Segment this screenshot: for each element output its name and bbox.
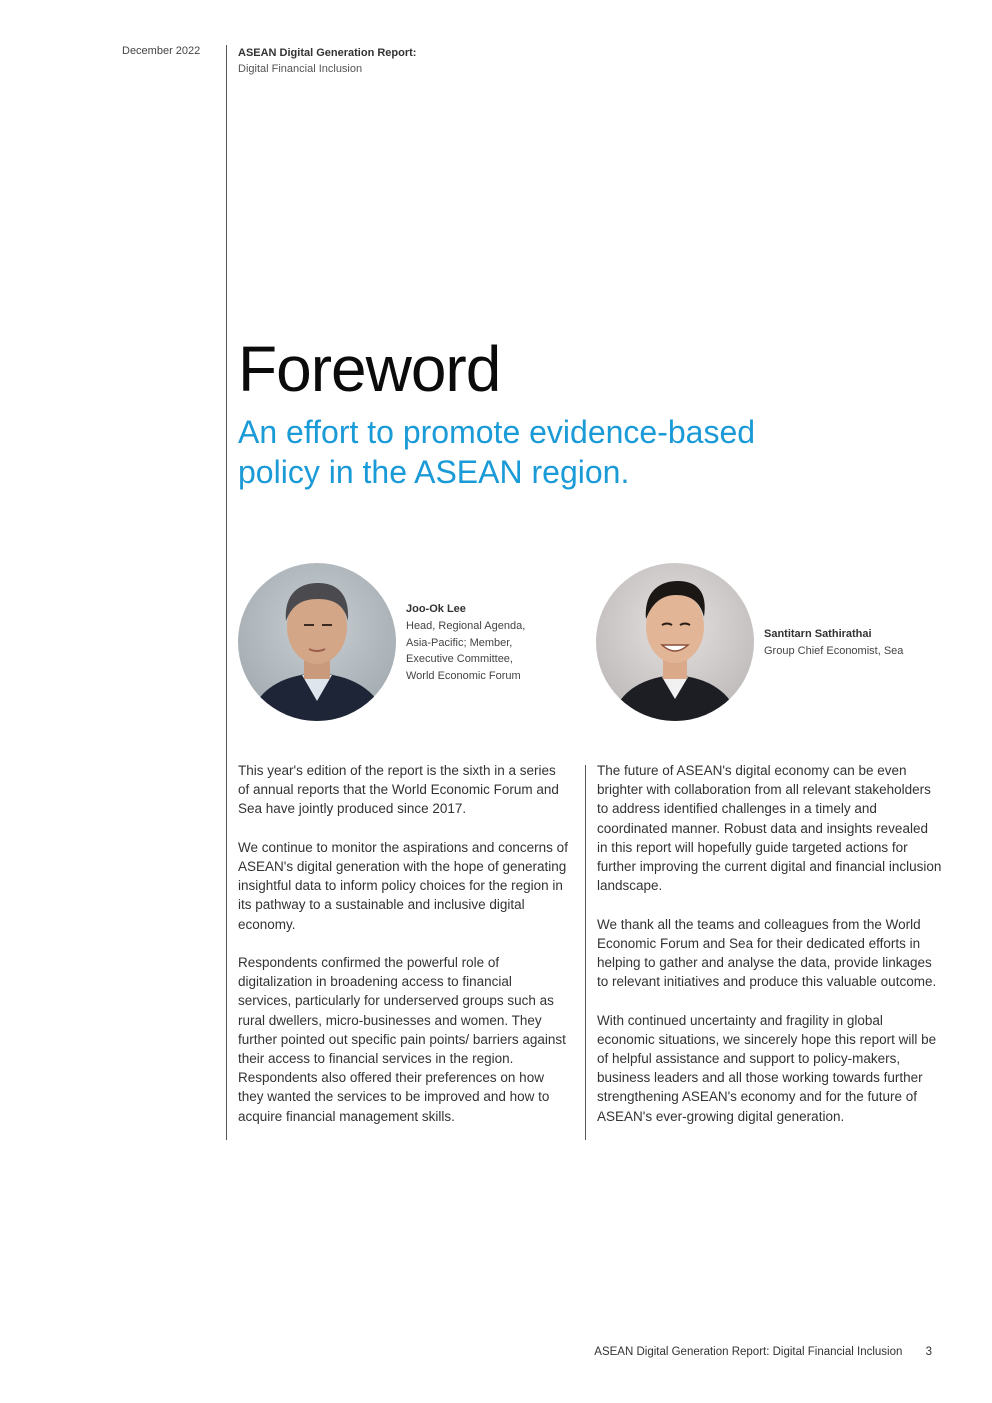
report-title: ASEAN Digital Generation Report: xyxy=(238,47,417,59)
header-report-title xyxy=(238,45,638,77)
author-role-line: Executive Committee, xyxy=(406,653,513,666)
paragraph: This year's edition of the report is the sixth in a series of annual reports that the World Economic Forum and Sea have jointly produced since 2017. xyxy=(238,763,559,817)
column-divider xyxy=(585,765,586,1140)
author-role-line: Head, Regional Agenda, xyxy=(406,619,526,632)
report-subtitle: Digital Financial Inclusion xyxy=(238,63,363,75)
author-role-line: Asia-Pacific; Member, xyxy=(406,636,513,649)
author-name: Joo-Ok Lee xyxy=(406,603,466,615)
header-date: December 2022 xyxy=(122,45,201,57)
author-photo-santitarn-sathirathai xyxy=(596,563,754,721)
author-role-line: World Economic Forum xyxy=(406,670,521,683)
paragraph: With continued uncertainty and fragility in global economic situations, we sincerely hope this report will be of helpful assistance and support to policy-makers, business leaders and all those working towards further strengthening ASEAN's economy and for the future of ASEAN's ever-growing digital generation. xyxy=(597,1012,937,1124)
author-caption-2 xyxy=(764,626,964,660)
paragraph: We continue to monitor the aspirations and concerns of ASEAN's digital generation with the hope of generating insightful data to inform policy choices for the region in its pathway to a sustainable and inclusive digital economy. xyxy=(238,839,568,932)
author-name: Santitarn Sathirathai xyxy=(764,628,872,640)
footer-report-name: ASEAN Digital Generation Report: xyxy=(594,1346,770,1358)
author-role-line: Group Chief Economist, Sea xyxy=(764,644,904,657)
author-photo-joo-ok-lee xyxy=(238,563,396,721)
page-subtitle: An effort to promote evidence-based policy in the ASEAN region. xyxy=(238,414,756,490)
paragraph: We thank all the teams and colleagues from the World Economic Forum and Sea for their dedicated efforts in helping to gather and analyse the data, provide linkages to relevant initiatives and produce this valuable outcome. xyxy=(597,916,937,990)
paragraph: Respondents confirmed the powerful role of digitalization in broadening access to financial services, particularly for underserved groups such as rural dwellers, micro-businesses and women. They further pointed out specific pain points/ barriers against their access to financial services in the region. Respondents also offered their preferences on how they wanted the services to be improved and how to acquire financial management skills. xyxy=(238,955,566,1124)
page-title: Foreword xyxy=(238,333,501,405)
author-caption-1 xyxy=(406,601,566,685)
text-column-left xyxy=(238,761,568,1145)
footer-report-sub: Digital Financial Inclusion xyxy=(772,1346,903,1358)
page-footer xyxy=(594,1346,932,1358)
page-number: 3 xyxy=(925,1346,932,1358)
vertical-rule xyxy=(226,45,227,1140)
paragraph: The future of ASEAN's digital economy can be even brighter with collaboration from all relevant stakeholders to address identified challenges in a timely and coordinated manner. Robust data and insights revealed in this report will hopefully guide targeted actions for further improving the current digital and financial inclusion landscape. xyxy=(597,763,942,894)
text-column-right xyxy=(597,761,942,1145)
